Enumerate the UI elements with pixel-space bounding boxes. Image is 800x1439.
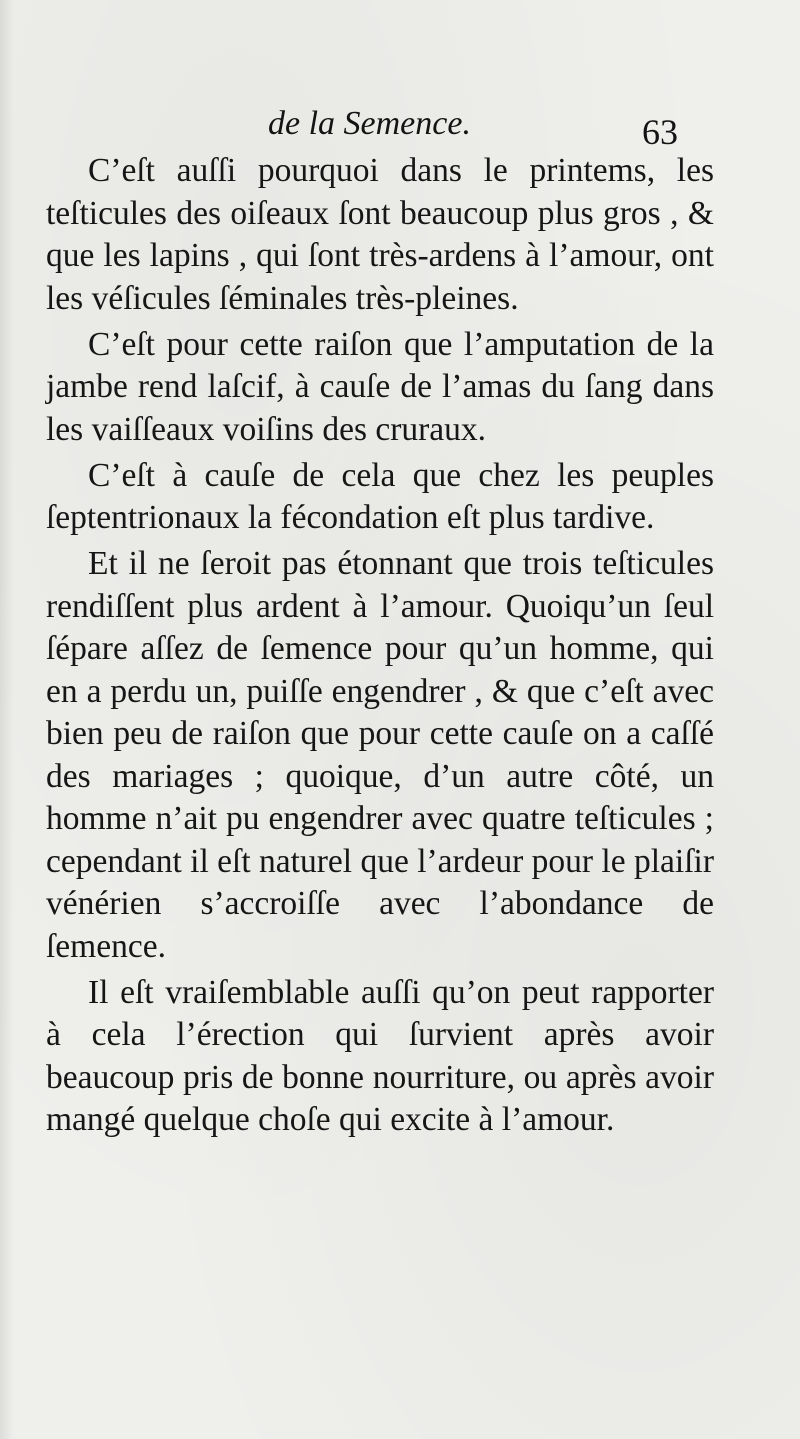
running-title: de la Semence. (268, 105, 471, 142)
body-text (46, 150, 714, 1145)
paragraph-1: C’eſt auſſi pourquoi dans le printems, les teſticules des oiſeaux ſont beaucoup plus gros , & que les lapins , qui ſont très-ardens à l’amour, ont les véſicules ſéminales très-pleines. (46, 152, 714, 317)
page-number: 63 (642, 112, 678, 152)
paragraph-4: Et il ne ſeroit pas étonnant que trois teſticules rendiſſent plus ardent à l’amour. Quoiqu’un ſeul ſépare aſſez de ſemence pour qu’un homme, qui en a perdu un, puiſſe engendrer , & que c’eſt avec bien peu de raiſon que pour cette cauſe on a caſſé des mariages ; quoique, d’un autre côté, un homme n’ait pu engendrer avec quatre teſticules ; cependant il eſt naturel que l’ardeur pour le plaiſir vénérien s’accroiſſe avec l’abondance de ſemence. (46, 545, 714, 965)
paragraph-2: C’eſt pour cette raiſon que l’amputation de la jambe rend laſcif, à cauſe de l’amas du ſang dans les vaiſſeaux voiſins des cruraux. (46, 325, 714, 448)
paragraph-5: Il eſt vraiſemblable auſſi qu’on peut rapporter à cela l’érection qui ſurvient après avoir beaucoup pris de bonne nourriture, ou après avoir mangé quelque choſe qui excite à l’amour. (46, 973, 714, 1139)
paragraph-3: C’eſt à cauſe de cela que chez les peuples ſeptentrionaux la fécondation eſt plus tardive. (46, 456, 714, 537)
